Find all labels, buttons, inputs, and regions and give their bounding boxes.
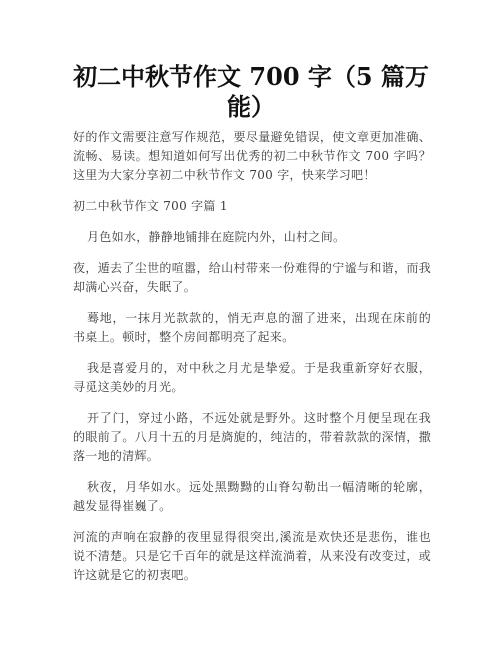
body-paragraph: 开了门，穿过小路，不远处就是野外。这时整个月便呈现在我的眼前了。八月十五的月是旖旎的，纯洁的，带着款款的深情，撒落一地的清辉。 (73, 411, 431, 463)
body-paragraph: 蓦地，一抹月光款款的，悄无声息的溜了进来，出现在床前的书桌上。顿时，整个房间都明亮了起来。 (73, 311, 431, 344)
body-paragraph: 河流的声响在寂静的夜里显得很突出,溪流是欢快还是悲伤，谁也说不清楚。只是它千百年的就是这样流淌着，从来没有改变过，或许这就是它的初衷吧。 (73, 530, 431, 582)
intro-paragraph: 好的作文需要注意写作规范，要尽量避免错误，使文章更加准确、流畅、易读。想知道如何写出优秀的初二中秋节作文 700 字吗？这里为大家分享初二中秋节作文 700 字，快来学习吧！ (73, 130, 431, 182)
body-paragraph: 我是喜爱月的，对中秋之月尤是挚爱。于是我重新穿好衣服，寻觅这美妙的月光。 (73, 361, 431, 394)
body-paragraph: 秋夜，月华如水。远处黑黝黝的山脊勾勒出一幅清晰的轮廓，越发显得崔巍了。 (73, 480, 431, 513)
body-paragraph: 月色如水，静静地铺排在庭院内外，山村之间。 (87, 230, 346, 244)
body-paragraph: 夜，遁去了尘世的喧嚣，给山村带来一份难得的宁谧与和谐，而我却满心兴奋，失眠了。 (73, 261, 431, 294)
document-body (73, 128, 431, 597)
document-title: 初二中秋节作文 700 字（5 篇万能） (73, 62, 429, 121)
section-heading: 初二中秋节作文 700 字篇 1 (73, 199, 228, 213)
